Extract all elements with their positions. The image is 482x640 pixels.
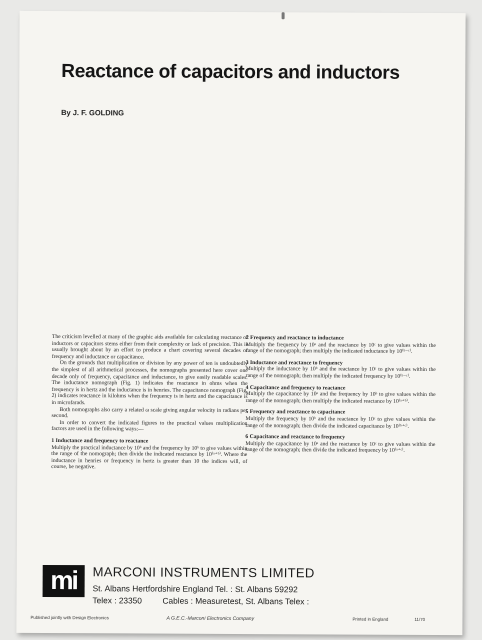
section-heading: 6 Capacitance and reactance to frequency <box>245 434 346 441</box>
section-body: Multiply the frequency by 10ᵃ and the reactance by 10ᶜ to give values within the range of the nomograph; then multiply the indicated inductance by 10⁽ᵇ⁻ᶜ⁾. <box>245 341 436 356</box>
page-title: Reactance of capacitors and inductors <box>61 61 400 84</box>
gec-note: A G.E.C.-Marconi Electronics Company <box>166 615 255 623</box>
section-body: Multiply the inductance by 10ᵇ and the reactance by 10ᶜ to give values within the range of the nomograph; then multiply the indicated frequency by 10⁽ᵇ⁻ᶜ⁾. <box>245 366 436 380</box>
section-body: Multiply the frequency by 10ᵇ and the reactance by 10ᶜ to give values within the range of the nomograph; then divide the indicated capacitance by 10⁽ᵇ⁺ᶜ⁾. <box>245 415 436 430</box>
telex: Telex : 23350 <box>92 595 142 606</box>
pin <box>282 12 285 19</box>
left-column <box>51 334 248 472</box>
paragraph: On the grounds that multiplication or division by any power of ten is undoubtedly the simplest of all arithmetical processes, the nomographs presented here cover one decade only of frequency, capacitance and inductance, to give easily readable scales. The inductance nomograph (Fig. 1) indicates the reactance in ohms when the frequency is in hertz and the inductance is in henries. The capacitance nomograph (Fig. 2) indicates reactance in kilohms when the frequency is in hertz and the capacitance is in microfarads. <box>51 360 248 407</box>
paragraph: In order to convert the indicated figures to the practical values multiplication factors are used in the following ways:— <box>51 419 248 433</box>
intro-paragraph: The criticism levelled at many of the graphic aids available for calculating reactance of inductors or capacitors stems either from their complexity or lack of precision. This is usually brought about by an effort to produce a chart covering several decades of frequency and inductance or capacitance. <box>51 334 248 361</box>
company-contact <box>92 595 310 607</box>
right-column <box>245 335 436 455</box>
section-heading: 1 Inductance and frequency to reactance <box>51 437 149 445</box>
paragraph: Both nomographs also carry a related ω scale giving angular velocity in radians per second. <box>51 406 248 420</box>
company-address: St. Albans Hertfordshire England Tel. : St. Albans 59292 <box>92 583 298 595</box>
section-heading: 5 Frequency and reactance to capacitance <box>245 409 346 416</box>
print-code: 11/70 <box>414 616 426 622</box>
author-byline: By J. F. GOLDING <box>61 108 125 118</box>
document-sheet <box>16 11 465 635</box>
section-heading: 2 Frequency and reactance to inductance <box>245 335 344 342</box>
section-body: Multiply the capacitance by 10ᵃ and the frequency by 10ᵇ to give values within the range of the nomograph; then multiply the indicated reactance by 10⁽ᵃ⁺ᵇ⁾. <box>245 391 436 405</box>
section-body: Multiply the practical inductance by 10ᵇ and the frequency by 10ᵇ to give values within the range of the nomograph; then divide the indicated reactance by 10⁽ᵃ⁺ᵇ⁾. Where the inductance in henries or frequency in hertz is greater than 10 the indices will, of course, be negative. <box>51 444 248 471</box>
published-note: Published jointly with Design Electronics <box>30 614 109 621</box>
section-heading: 4 Capacitance and frequency to reactance <box>245 384 346 392</box>
section-body: Multiply the capacitance by 10ᵃ and the reactance by 10ᶜ to give values within the range of the nomograph; then divide the indicated frequency by 10⁽ᵃ⁺ᶜ⁾. <box>245 440 436 455</box>
company-logo: mi <box>43 565 85 597</box>
section-heading: 3 Inductance and reactance to frequency <box>245 359 343 367</box>
printed-note: Printed in England <box>352 616 389 622</box>
company-name: MARCONI INSTRUMENTS LIMITED <box>92 564 315 581</box>
cables: Cables : Measuretest, St. Albans Telex : <box>162 595 310 607</box>
